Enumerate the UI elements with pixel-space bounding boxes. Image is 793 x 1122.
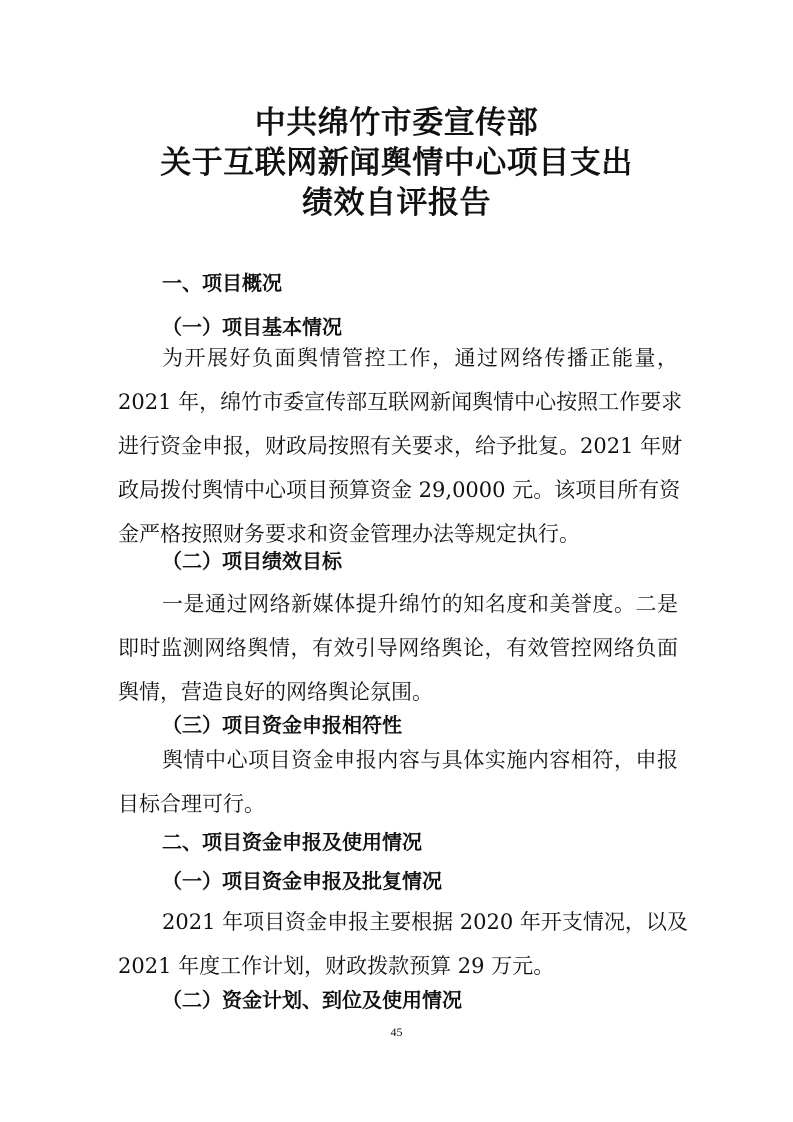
paragraph-line: 为开展好负面舆情管控工作，通过网络传播正能量，	[162, 346, 678, 370]
paragraph-line: 舆情，营造良好的网络舆论氛围。	[118, 680, 433, 704]
section-1-1-heading: （一）项目基本情况	[162, 315, 342, 339]
section-2-heading: 二、项目资金申报及使用情况	[162, 830, 422, 854]
paragraph-line: 舆情中心项目资金申报内容与具体实施内容相符，申报	[162, 748, 678, 772]
page-number: 45	[390, 1025, 403, 1039]
paragraph-line: 即时监测网络舆情，有效引导网络舆论，有效管控网络负面	[118, 636, 678, 660]
paragraph-line: 政局拨付舆情中心项目预算资金 29,0000 元。该项目所有资	[118, 478, 681, 502]
section-1-2-heading: （二）项目绩效目标	[162, 549, 342, 573]
title-line-2: 关于互联网新闻舆情中心项目支出	[160, 145, 633, 181]
section-1-1-paragraph	[118, 336, 683, 556]
section-2-1-heading: （一）项目资金申报及批复情况	[162, 869, 442, 893]
title-line-1: 中共绵竹市委宣传部	[254, 105, 539, 141]
paragraph-line: 一是通过网络新媒体提升绵竹的知名度和美誉度。二是	[162, 592, 678, 616]
section-1-3-heading: （三）项目资金申报相符性	[162, 713, 402, 737]
section-2-2-heading: （二）资金计划、到位及使用情况	[162, 988, 462, 1012]
section-1-3-paragraph	[118, 738, 678, 826]
paragraph-line: 进行资金申报，财政局按照有关要求，给予批复。2021 年财	[118, 434, 683, 458]
paragraph-line: 2021 年度工作计划，财政拨款预算 29 万元。	[118, 954, 555, 978]
section-2-1-paragraph	[118, 900, 688, 988]
section-1-heading: 一、项目概况	[162, 271, 282, 295]
paragraph-line: 2021 年项目资金申报主要根据 2020 年开支情况，以及	[162, 910, 688, 934]
paragraph-line: 金严格按照财务要求和资金管理办法等规定执行。	[118, 522, 580, 546]
section-1-2-paragraph	[118, 582, 678, 714]
paragraph-line: 2021 年，绵竹市委宣传部互联网新闻舆情中心按照工作要求	[118, 390, 683, 414]
title-line-3: 绩效自评报告	[302, 185, 491, 221]
paragraph-line: 目标合理可行。	[118, 792, 265, 816]
